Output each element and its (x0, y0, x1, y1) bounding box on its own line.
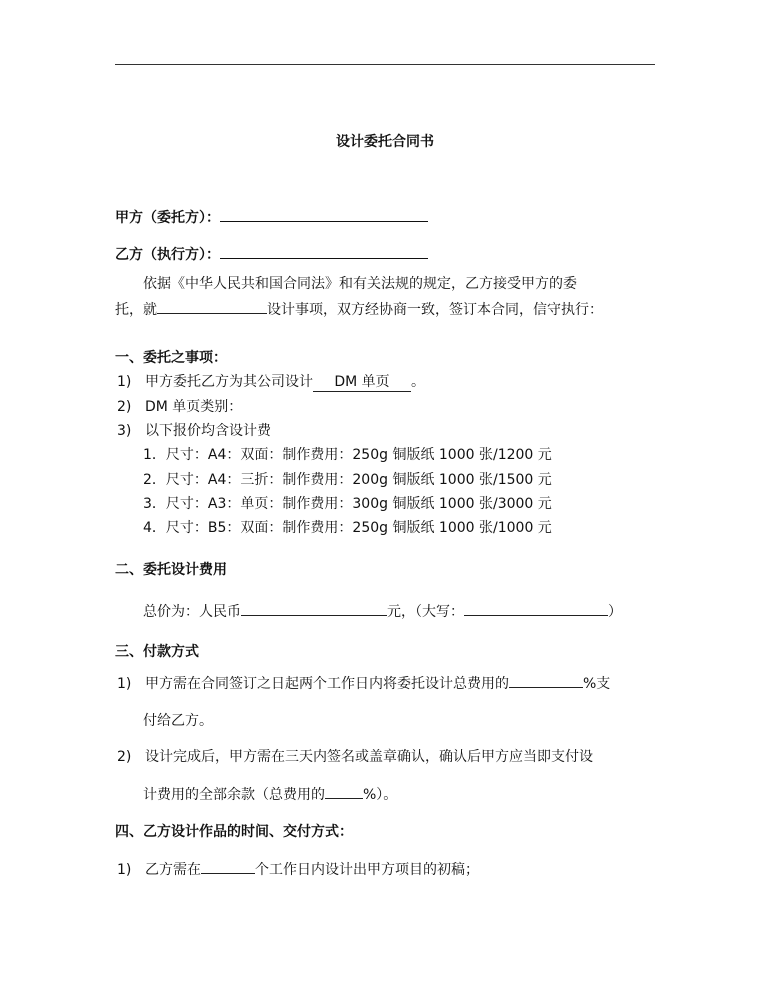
price-line-4: 4．尺寸：B5：双面：制作费用：250g 铜版纸 1000 张/1000 元 (143, 520, 552, 536)
header-rule (115, 64, 655, 65)
section4-item1-num: 1) (117, 862, 132, 878)
prepay-percent-blank[interactable] (509, 672, 583, 688)
design-item-blank[interactable] (157, 298, 267, 314)
section1-item1 (117, 371, 425, 392)
balance-percent-blank[interactable] (325, 783, 363, 799)
price-line-3: 3．尺寸：A3：单页：制作费用：300g 铜版纸 1000 张/3000 元 (143, 496, 552, 512)
section4-item1-end: 个工作日内设计出甲方项目的初稿； (255, 862, 479, 878)
party-b-label: 乙方（执行方）： (115, 247, 220, 263)
section3-heading: 三、付款方式 (115, 644, 199, 660)
section1-item1-end: 。 (411, 374, 425, 390)
total-price-words-blank[interactable] (464, 600, 608, 616)
total-price-line (143, 600, 622, 621)
section1-item2-num: 2) (117, 399, 132, 415)
section1-item3-num: 3) (117, 423, 132, 439)
intro-line-2-start: 托，就 (115, 302, 157, 318)
document-title: 设计委托合同书 (336, 134, 434, 150)
section1-item1-num: 1) (117, 374, 132, 390)
section3-item2-num: 2) (117, 749, 132, 765)
intro-line-2 (115, 298, 603, 319)
section3-item2 (117, 746, 593, 766)
party-a-label: 甲方（委托方）： (115, 210, 220, 226)
party-b-line (115, 243, 428, 264)
intro-line-2-end: 设计事项，双方经协商一致，签订本合同，信守执行： (267, 302, 603, 318)
section3-item1-line2: 付给乙方。 (143, 713, 213, 729)
section1-item2-text: DM 单页类别： (145, 399, 243, 415)
design-type-field[interactable]: DM 单页 (313, 371, 411, 392)
section1-item2 (117, 396, 242, 416)
total-price-unit: 元，（大写： (387, 604, 464, 620)
section4-item1 (117, 858, 479, 879)
section3-item1 (117, 672, 610, 693)
price-line-1: 1．尺寸：A4：双面：制作费用：250g 铜版纸 1000 张/1200 元 (143, 447, 552, 463)
draft-days-blank[interactable] (201, 858, 255, 874)
section3-item2-line2-end: %）。 (363, 787, 398, 803)
price-line-2: 2．尺寸：A4：三折：制作费用：200g 铜版纸 1000 张/1500 元 (143, 472, 552, 488)
party-a-line (115, 206, 428, 227)
party-a-blank[interactable] (220, 206, 428, 222)
total-price-label: 总价为：人民币 (143, 604, 241, 620)
section1-heading: 一、委托之事项： (115, 350, 227, 366)
section3-item2-line2-text: 计费用的全部余款（总费用的 (143, 787, 325, 803)
section1-item1-text: 甲方委托乙方为其公司设计 (145, 374, 313, 390)
section4-item1-text: 乙方需在 (145, 862, 201, 878)
total-price-close: ） (608, 604, 622, 620)
party-b-blank[interactable] (220, 243, 428, 259)
section3-item1-num: 1) (117, 676, 132, 692)
section4-heading: 四、乙方设计作品的时间、交付方式： (115, 824, 353, 840)
section3-item2-line2 (143, 783, 397, 804)
intro-line-1: 依据《中华人民共和国合同法》和有关法规的规定，乙方接受甲方的委 (143, 276, 577, 292)
section1-item3 (117, 420, 271, 440)
section1-item3-text: 以下报价均含设计费 (145, 423, 271, 439)
section3-item1-end: %支 (583, 676, 611, 692)
section2-heading: 二、委托设计费用 (115, 562, 227, 578)
total-price-blank[interactable] (241, 600, 387, 616)
section3-item2-text: 设计完成后，甲方需在三天内签名或盖章确认，确认后甲方应当即支付设 (145, 749, 593, 765)
section3-item1-text: 甲方需在合同签订之日起两个工作日内将委托设计总费用的 (145, 676, 509, 692)
